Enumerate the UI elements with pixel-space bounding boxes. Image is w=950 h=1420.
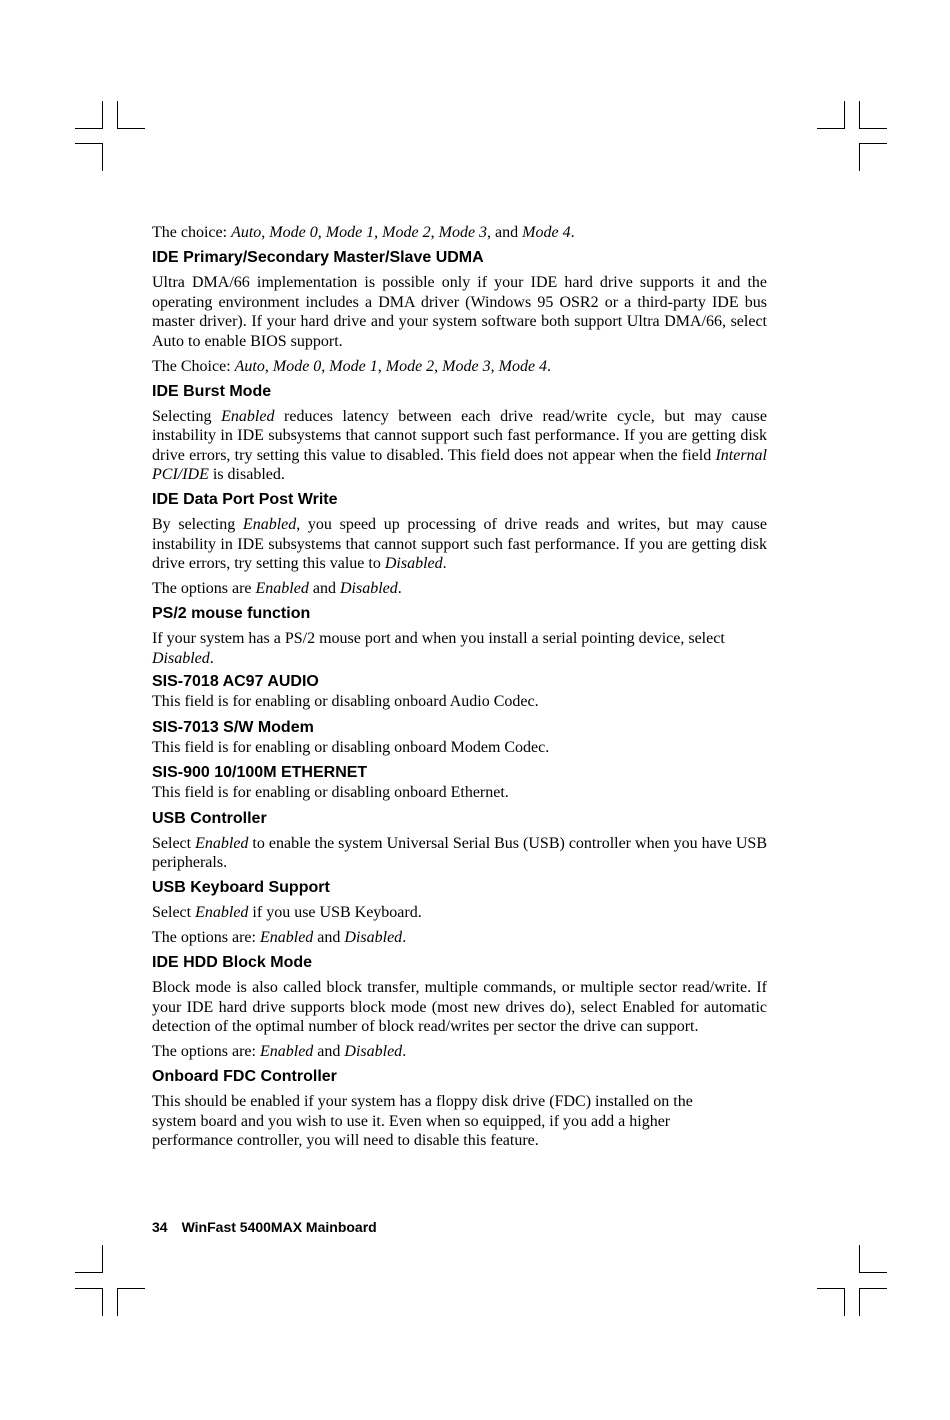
paragraph-line: performance controller, you will need to disable this feature. (152, 1132, 539, 1149)
section-heading: PS/2 mouse function (152, 605, 311, 622)
section-heading: IDE HDD Block Mode (152, 954, 313, 971)
section-paragraph: The options are: Enabled and Disabled. (152, 1043, 407, 1060)
footer-title: WinFast 5400MAX Mainboard (181, 1219, 377, 1235)
section-heading: Onboard FDC Controller (152, 1068, 337, 1085)
section-heading: IDE Data Port Post Write (152, 491, 338, 508)
section-heading: SIS-7013 S/W Modem (152, 718, 314, 736)
page-body (152, 223, 767, 1151)
section-heading: SIS-7018 AC97 AUDIO (152, 673, 319, 690)
section-heading: IDE Burst Mode (152, 382, 272, 400)
section-paragraph: This field is for enabling or disabling onboard Modem Codec. (152, 738, 550, 756)
paragraph-line: This should be enabled if your system has a floppy disk drive (FDC) installed on the (152, 1093, 693, 1110)
section-paragraph: Ultra DMA/66 implementation is possible only if your IDE hard drive supports it and the operating environment includes a DMA driver (Windows 95 OSR2 or a third-party IDE bus master driver). If your hard drive and your system software both support Ultra DMA/66, select Auto to enable BIOS support. (152, 274, 767, 350)
section-heading: USB Keyboard Support (152, 879, 330, 896)
section-paragraph: Select Enabled to enable the system Universal Serial Bus (USB) controller when you have USB peripherals. (152, 834, 767, 871)
page-footer (152, 1219, 377, 1235)
section-paragraph: Selecting Enabled reduces latency between each drive read/write cycle, but may cause instability in IDE subsystems that cannot support such fast performance. If you are getting disk drive errors, try setting this value to disabled. This field does not appear when the field Internal PCI/IDE is disabled. (152, 407, 767, 483)
section-paragraph: Block mode is also called block transfer, multiple commands, or multiple sector read/write. If your IDE hard drive supports block mode (most new drives do), select Enabled for automatic detection of the optimal number of block read/writes per sector the drive can support. (152, 979, 767, 1035)
paragraph-line: system board and you wish to use it. Even when so equipped, if you add a higher (152, 1112, 671, 1130)
section-paragraph: The options are Enabled and Disabled. (152, 580, 402, 597)
section-paragraph: By selecting Enabled, you speed up processing of drive reads and writes, but may cause instability in IDE subsystems that cannot support such fast performance. If you are getting disk drive errors, try setting this value to Disabled. (152, 516, 768, 572)
page-number: 34 (152, 1219, 168, 1235)
section-heading: SIS-900 10/100M ETHERNET (152, 764, 368, 781)
section-paragraph: If your system has a PS/2 mouse port and when you install a serial pointing device, select Disabled. (152, 630, 725, 667)
section-paragraph: This field is for enabling or disabling onboard Audio Codec. (152, 693, 539, 710)
choice-line: The choice: Auto, Mode 0, Mode 1, Mode 2, Mode 3, and Mode 4. (152, 224, 575, 241)
section-paragraph: The Choice: Auto, Mode 0, Mode 1, Mode 2, Mode 3, Mode 4. (152, 357, 552, 375)
section-paragraph: Select Enabled if you use USB Keyboard. (152, 904, 422, 921)
section-heading: IDE Primary/Secondary Master/Slave UDMA (152, 249, 484, 266)
section-heading: USB Controller (152, 809, 267, 827)
section-paragraph: This field is for enabling or disabling onboard Ethernet. (152, 784, 509, 801)
section-paragraph (152, 1092, 767, 1151)
section-paragraph: The options are: Enabled and Disabled. (152, 929, 407, 946)
